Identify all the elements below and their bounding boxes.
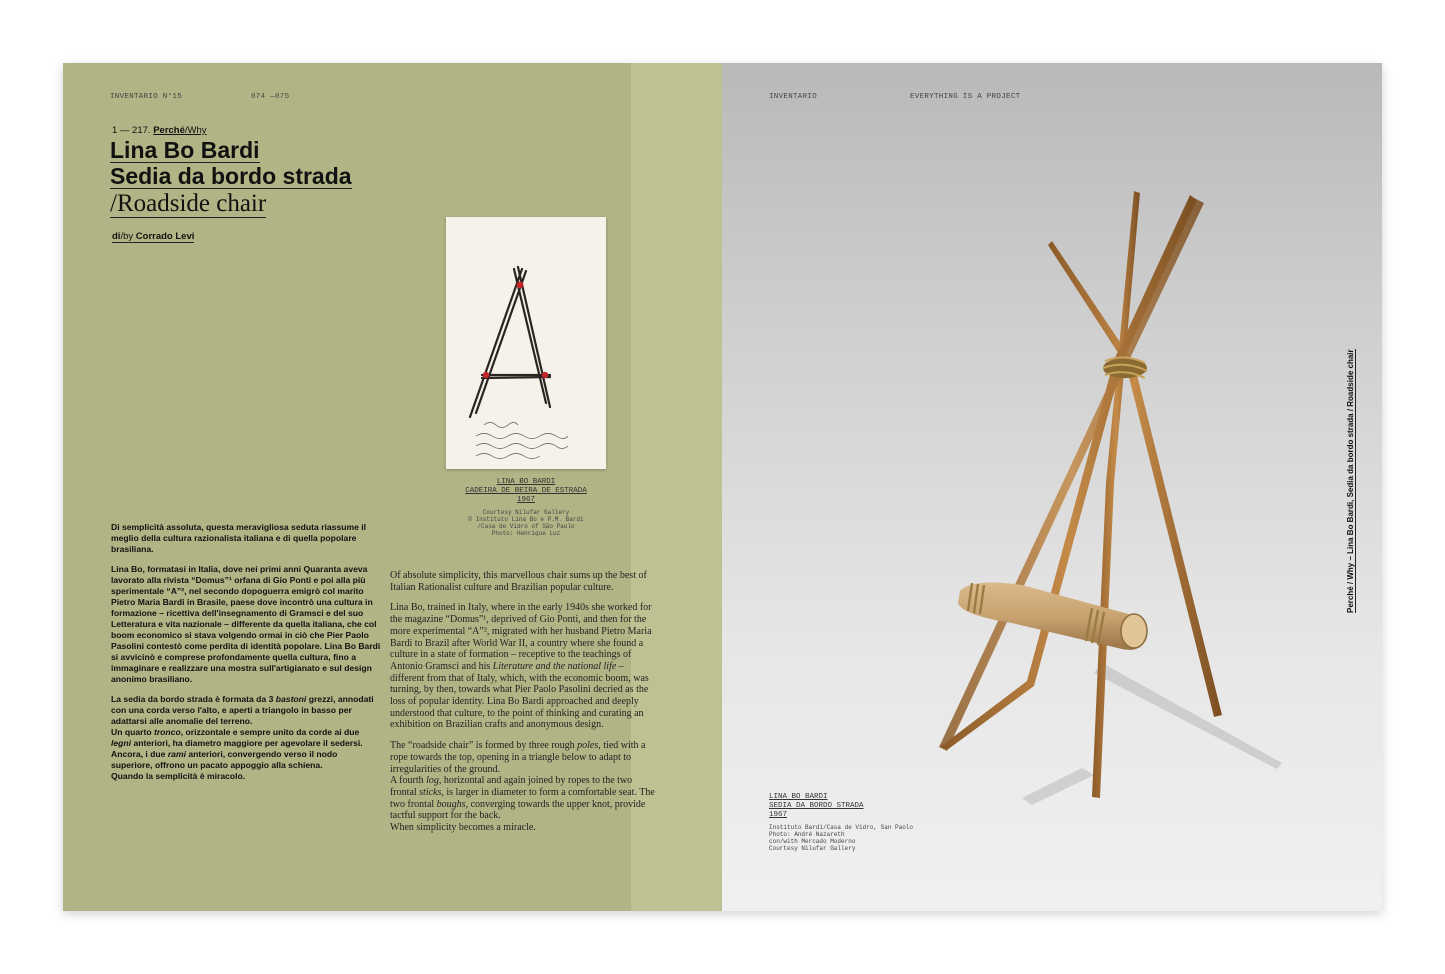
sketch-caption-artist: LINA BO BARDI (496, 478, 556, 486)
log-end (1121, 614, 1147, 648)
photo-caption-year: 1967 (769, 811, 788, 819)
kicker-number: 1 — 217. (112, 125, 151, 136)
sketch-stick-left (470, 269, 522, 417)
running-head-magazine-right: INVENTARIO (769, 93, 818, 101)
sketch-handwriting (476, 423, 568, 459)
italian-text-column (111, 522, 381, 791)
kicker-section-en: /Why (184, 125, 207, 136)
english-text-column (390, 570, 658, 843)
right-page (722, 63, 1382, 911)
italian-paragraph-1: Di semplicità assoluta, questa meravigliosa seduta riassume il meglio della cultura razionalista italiana e di quella popolare brasiliana. (111, 522, 367, 554)
article-title (110, 137, 530, 189)
byline (112, 231, 194, 243)
rope-knot-top (1103, 357, 1147, 378)
photo-credit-2: Photo: André Nazareth (769, 831, 845, 838)
english-paragraph-1: Of absolute simplicity, this marvellous chair sums up the best of Italian Rationalist culture and Brazilian popular culture. (390, 570, 647, 593)
italian-paragraph-2: Lina Bo, formatasi in Italia, dove nei primi anni Quaranta aveva lavorato alla rivista “Domus”¹ orfana di Gio Ponti e poi alla più sperimentale “A”², nel secondo dopoguerra emigrò col marito Pietro Maria Bardi in Brasile, paese dove incontrò una cultura in formazione – ricettiva dell'insegnamento di Gramsci e del suo Letteratura e vita nazionale – differente da quella italiana, che col boom economico si stava volgendo ormai in ciò che Pier Paolo Pasolini contestò come perdita di identità popolare. Lina Bo Bardi si avvicinò e comprese profondamente quella cultura, fino a immaginare e realizzare una mostra sull'artigianato e sul design anonimo brasiliano. (111, 564, 381, 684)
chair-stick-center (1092, 191, 1140, 798)
sketch-image (446, 217, 606, 469)
english-paragraph-2: Lina Bo, trained in Italy, where in the early 1940s she worked for the magazine “Domus”¹, deprived of Gio Ponti, and then for the more experimental “A”², migrated with her husband Pietro Maria Bardi to Brazil after World War II, a country where she found a culture in a state of formation – receptive to the teachings of Antonio Gramsci and his Literature and the national life – different from that of Italy, which, with the economic boom, was turning, by then, towards what Pier Paolo Pasolini decried as the loss of popular identity. Lina Bo Bardi approached and deeply understood that culture, to the point of thinking and curating an exhibition on Brazilian crafts and anonymous design. (390, 602, 652, 731)
article-subtitle: /Roadside chair (110, 190, 267, 217)
running-head-pages: 074 —075 (251, 93, 290, 101)
sketch-credit-3: /Casa de Vidro of São Paulo (477, 523, 575, 530)
photo-caption-artist: LINA BO BARDI (769, 793, 828, 801)
sketch-knot-top (517, 282, 524, 289)
photo-credit-4: Courtesy Nilufar Gallery (769, 845, 856, 852)
running-head-motto: EVERYTHING IS A PROJECT (910, 93, 1021, 101)
photo-credit-1: Instituto Bardi/Casa de Vidro, San Paolo (769, 824, 914, 831)
sketch-credit-2: © Instituto Lina Bo e P.M. Bardi (468, 516, 584, 523)
roadside-chair-photo (722, 63, 1382, 911)
vertical-section-label (1346, 349, 1358, 613)
sketch-drawing (446, 217, 606, 469)
running-head-magazine: INVENTARIO N°15 (110, 93, 183, 101)
sketch-credit-4: Photo: Henrique Luz (491, 530, 561, 537)
photo-caption (769, 793, 913, 852)
photo-credit-3: con/with Mercado Moderno (769, 838, 856, 845)
photo-caption-work: SEDIA DA BORDO STRADA (769, 802, 864, 810)
chair-shadow (1022, 663, 1282, 805)
title-line-1: Lina Bo Bardi (110, 137, 260, 163)
left-page (63, 63, 722, 911)
sketch-knot-right (542, 372, 548, 378)
byline-author: Corrado Levi (135, 231, 195, 242)
italian-paragraph-3: La sedia da bordo strada è formata da 3 bastoni grezzi, annodati con una corda verso l'alto, e aperti a triangolo in basso per adattarsi alle anomalie del terreno. Un quarto tronco, orizzontale e sempre unito da corde ai due legni anteriori, ha diametro maggiore per agevolare il sedersi. Ancora, i due rami anteriori, convergendo verso il nodo superiore, offrono un pacato appoggio alla schiena. Quando la semplicità è miracolo. (111, 694, 374, 781)
magazine-spread (63, 63, 1382, 911)
vertical-label-text: Perché / Why – Lina Bo Bardi, Sedia da bordo strada / Roadside chair (1346, 349, 1355, 613)
sketch-caption-work: CADEIRA DE BEIRA DE ESTRADA (465, 487, 587, 495)
kicker-section: Perché (153, 125, 185, 136)
byline-prefix: di (112, 231, 121, 242)
kicker (112, 125, 207, 136)
byline-prefix-en: /by (120, 231, 134, 242)
sketch-credit-1: Courtesy Nilufar Gallery (482, 509, 570, 516)
sketch-caption (446, 478, 606, 537)
sketch-knot-left (483, 372, 489, 378)
sketch-stick-right (518, 267, 550, 407)
sketch-caption-year: 1967 (516, 496, 535, 504)
title-line-2: Sedia da bordo strada (110, 163, 352, 189)
english-paragraph-3: The “roadside chair” is formed by three rough poles, tied with a rope towards the top, opening in a triangle below to adapt to irregularities of the ground. A fourth log, horizontal and again joined by ropes to the two frontal sticks, is larger in diameter to form a comfortable seat. The two frontal boughs, converging towards the upper knot, provide tactful support for the back. When simplicity becomes a miracle. (390, 740, 655, 834)
